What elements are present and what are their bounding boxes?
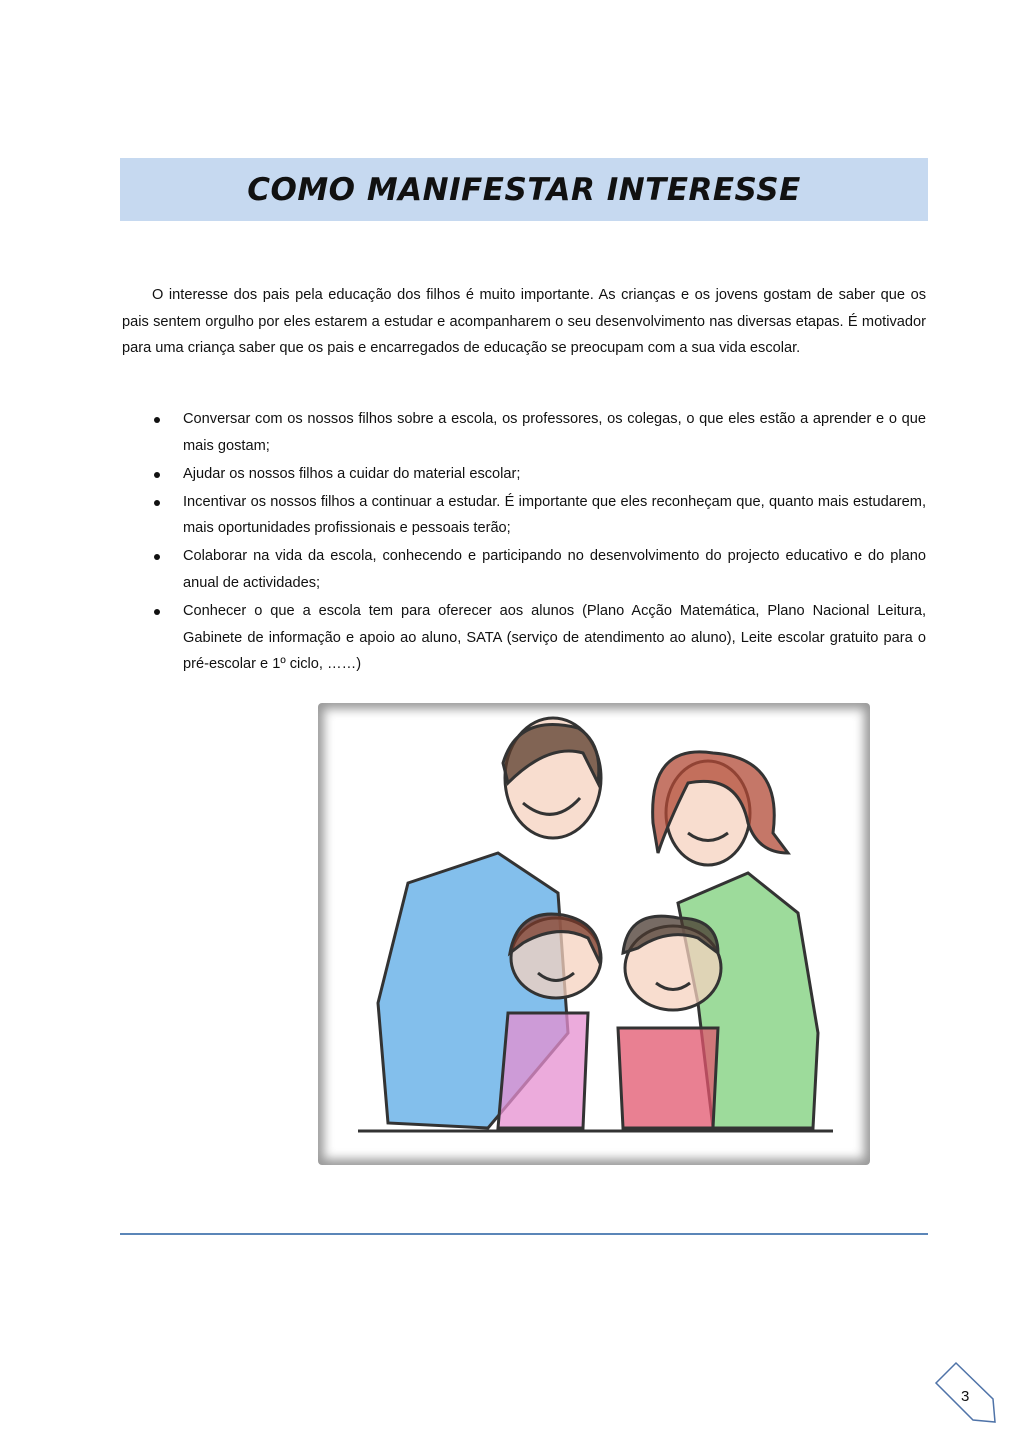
page-title: COMO MANIFESTAR INTERESSE: [247, 171, 801, 208]
page-number: 3: [961, 1388, 970, 1405]
list-item: [122, 489, 926, 542]
title-banner: [120, 158, 928, 221]
bullet-icon: [154, 472, 160, 478]
footer-divider: [120, 1233, 928, 1235]
page-number-badge: [930, 1358, 1002, 1428]
bullet-icon: [154, 500, 160, 506]
list-item-text: Colaborar na vida da escola, conhecendo e participando no desenvolvimento do projecto educativo e do plano anual de actividades;: [183, 548, 926, 592]
intro-paragraph: O interesse dos pais pela educação dos filhos é muito importante. As crianças e os jovens gostam de saber que os pais sentem orgulho por eles estarem a estudar e acompanharem o seu desenvolvimento nas diversas etapas. É motivador para uma criança saber que os pais e encarregados de educação se preocupam com a sua vida escolar.: [122, 287, 926, 357]
list-item: [122, 543, 926, 596]
bullet-icon: [154, 417, 160, 423]
bullet-icon: [154, 554, 160, 560]
list-item-text: Ajudar os nossos filhos a cuidar do material escolar;: [183, 465, 521, 482]
list-item-text: Incentivar os nossos filhos a continuar a estudar. É importante que eles reconheçam que, quanto mais estudarem, mais oportunidades profissionais e pessoais terão;: [183, 493, 926, 537]
list-item: [122, 598, 926, 678]
bullet-list: [122, 406, 926, 679]
family-drawing: [318, 703, 870, 1165]
list-item-text: Conhecer o que a escola tem para oferecer aos alunos (Plano Acção Matemática, Plano Nacional Leitura, Gabinete de informação e apoio ao aluno, SATA (serviço de atendimento ao aluno), Leite escolar gratuito para o pré-escolar e 1º ciclo, ……): [183, 603, 926, 673]
family-illustration: [318, 703, 870, 1165]
list-item-text: Conversar com os nossos filhos sobre a escola, os professores, os colegas, o que eles estão a aprender e o que mais gostam;: [183, 411, 926, 454]
bullet-icon: [154, 609, 160, 615]
list-item: [122, 406, 926, 459]
list-item: [122, 461, 926, 488]
